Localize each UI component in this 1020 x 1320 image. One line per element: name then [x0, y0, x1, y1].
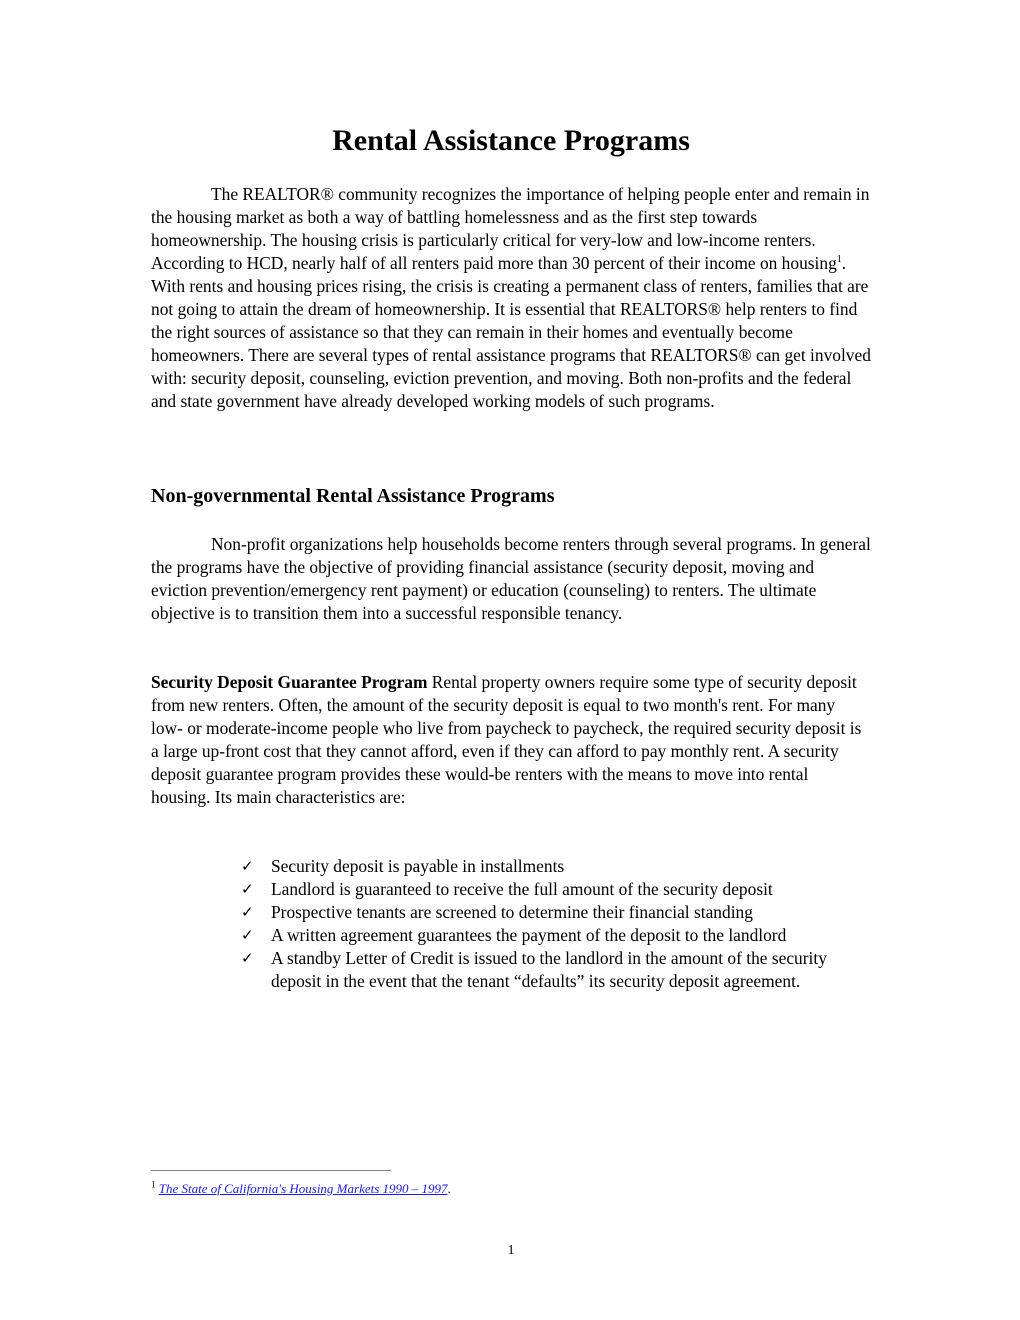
checkmark-icon: ✓: [241, 949, 254, 967]
list-item: [241, 947, 881, 993]
checkmark-icon: ✓: [241, 857, 254, 875]
footnote-reference[interactable]: 1: [836, 254, 842, 266]
list-item-text: Landlord is guaranteed to receive the full amount of the security deposit: [271, 879, 773, 899]
list-item-text: Security deposit is payable in installments: [271, 856, 565, 876]
section-heading-nongovernmental: Non-governmental Rental Assistance Programs: [151, 485, 555, 507]
security-deposit-text: Rental property owners require some type of security deposit from new renters. Often, the amount of the security deposit is equal to two month's rent. For many low- or moderate-income people who live from paycheck to paycheck, the required security deposit is a large up-front cost that they cannot afford, even if they can afford to pay monthly rent. A security deposit guarantee program provides these would-be renters with the means to move into rental housing. Its main characteristics are:: [151, 672, 862, 807]
list-item: [241, 855, 881, 878]
characteristics-list: [241, 855, 881, 993]
list-item: [241, 924, 881, 947]
footnote: [151, 1180, 451, 1198]
checkmark-icon: ✓: [241, 903, 254, 921]
document-title: Rental Assistance Programs: [332, 124, 690, 157]
list-item-text: Prospective tenants are screened to determine their financial standing: [271, 902, 753, 922]
list-item: [241, 878, 881, 901]
list-item-text: A written agreement guarantees the payment of the deposit to the landlord: [271, 925, 787, 945]
intro-text-part-2: . With rents and housing prices rising, the crisis is creating a permanent class of renters, families that are not going to attain the dream of homeownership. It is essential that REALTORS® help renters to find the right sources of assistance so that they can remain in their homes and eventually become homeowners. There are several types of rental assistance programs that REALTORS® can get involved with: security deposit, counseling, eviction prevention, and moving. Both non-profits and the federal and state government have already developed working models of such programs.: [151, 253, 871, 411]
list-item-text: A standby Letter of Credit is issued to the landlord in the amount of the security deposit in the event that the tenant “defaults” its security deposit agreement.: [271, 948, 827, 991]
security-deposit-paragraph: [151, 671, 871, 809]
footnote-trailing: .: [447, 1181, 451, 1196]
security-deposit-heading: Security Deposit Guarantee Program: [151, 672, 428, 692]
checkmark-icon: ✓: [241, 880, 254, 898]
list-item: [241, 901, 881, 924]
nongovernmental-paragraph: Non-profit organizations help households become renters through several programs. In general the programs have the objective of providing financial assistance (security deposit, moving and eviction prevention/emergency rent payment) or education (counseling) to renters. The ultimate objective is to transition them into a successful responsible tenancy.: [151, 534, 871, 623]
footnote-mark: 1: [151, 1179, 156, 1190]
footnote-link[interactable]: The State of California's Housing Markets 1990 – 1997: [158, 1181, 448, 1196]
page-number: 1: [507, 1243, 515, 1258]
checkmark-icon: ✓: [241, 926, 254, 944]
footnote-separator: [151, 1170, 391, 1171]
intro-paragraph: [151, 183, 871, 413]
intro-text-part-1: The REALTOR® community recognizes the importance of helping people enter and remain in the housing market as both a way of battling homelessness and as the first step towards homeownership. The housing crisis is particularly critical for very-low and low-income renters. According to HCD, nearly half of all renters paid more than 30 percent of their income on housing: [151, 184, 870, 273]
